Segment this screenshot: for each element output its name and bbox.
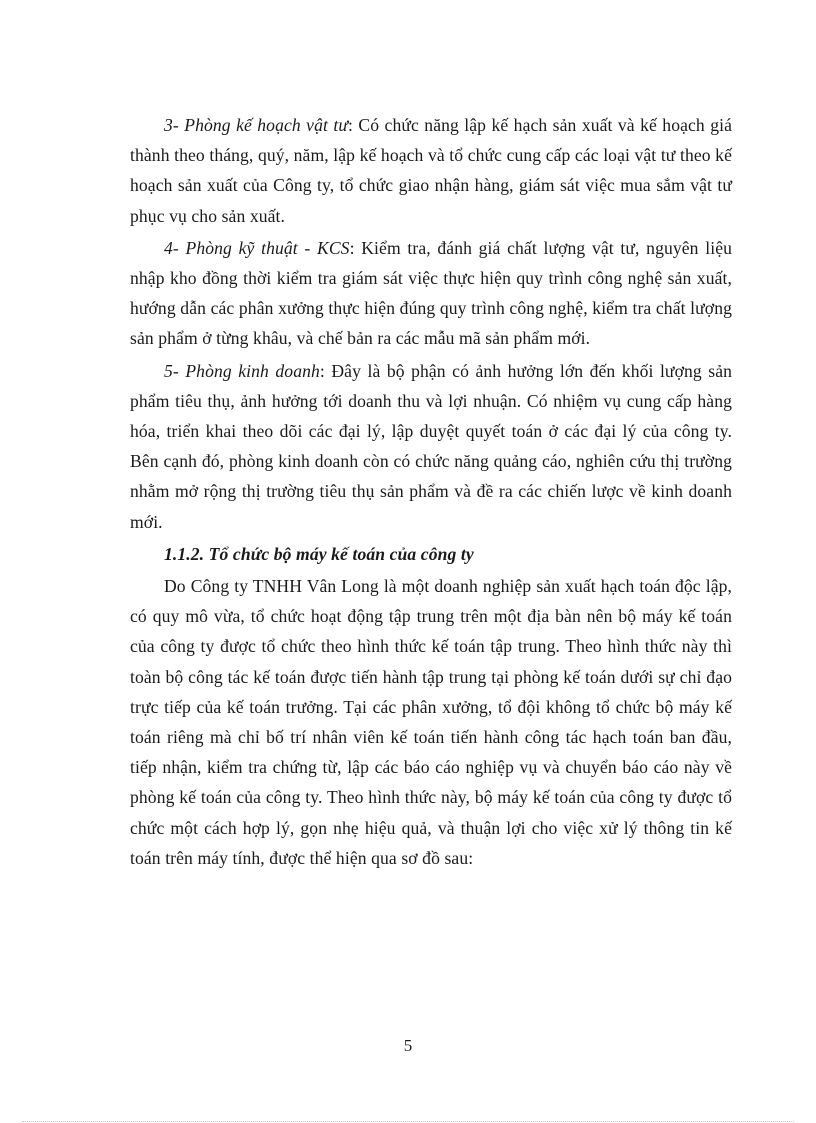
paragraph-lead: 4- Phòng kỹ thuật - KCS — [164, 237, 350, 258]
paragraph-technical-dept — [130, 233, 732, 354]
paragraph-lead: 5- Phòng kinh doanh — [164, 360, 320, 381]
document-body — [130, 110, 732, 875]
paragraph-text: : Kiểm tra, đánh giá chất lượng vật tư, nguyên liệu nhập kho đồng thời kiểm tra giám sát việc thực hiện quy trình công nghệ sản xuất, hướng dẫn các phân xưởng thực hiện đúng quy trình công nghệ, kiểm tra chất lượng sản phẩm ở từng khâu, và chế bản ra các mẫu mã sản phẩm mới. — [130, 237, 733, 349]
paragraph-lead: 3- Phòng kế hoạch vật tư — [164, 115, 349, 135]
paragraph-sales-dept — [130, 356, 732, 537]
section-body-paragraph: Do Công ty TNHH Vân Long là một doanh nghiệp sản xuất hạch toán độc lập, có quy mô vừa, tổ chức hoạt động tập trung trên một địa bàn nên bộ máy kế toán của công ty được tổ chức theo hình thức kế toán tập trung. Theo hình thức này thì toàn bộ công tác kế toán được tiến hành tập trung tại phòng kế toán dưới sự chỉ đạo trực tiếp của kế toán trưởng. Tại các phân xưởng, tổ đội không tổ chức bộ máy kế toán riêng mà chỉ bố trí nhân viên kế toán tiến hành công tác hạch toán ban đầu, tiếp nhận, kiểm tra chứng từ, lập các báo cáo nghiệp vụ và chuyển báo cáo này về phòng kế toán của công ty. Theo hình thức này, bộ máy kế toán của công ty được tổ chức một cách hợp lý, gọn nhẹ hiệu quả, và thuận lợi cho việc xử lý thông tin kế toán trên máy tính, được thể hiện qua sơ đồ sau: — [130, 576, 732, 868]
page-number: 5 — [403, 1036, 413, 1055]
paragraph-planning-dept — [130, 110, 732, 231]
page-bottom-divider — [22, 1121, 794, 1122]
section-heading: 1.1.2. Tổ chức bộ máy kế toán của công ty — [164, 543, 474, 564]
paragraph-text: : Có chức năng lập kế hạch sản xuất và kế hoạch giá thành theo tháng, quý, năm, lập kế hoạch và tổ chức cung cấp các loại vật tư theo kế hoạch sản xuất của Công ty, tổ chức giao nhận hàng, giám sát việc mua sắm vật tư phục vụ cho sản xuất. — [130, 115, 732, 226]
paragraph-text: : Đây là bộ phận có ảnh hưởng lớn đến khối lượng sản phẩm tiêu thụ, ảnh hưởng tới doanh thu và lợi nhuận. Có nhiệm vụ cung cấp hàng hóa, triển khai theo dõi các đại lý, lập duyệt quyết toán ở các đại lý của công ty. Bên cạnh đó, phòng kinh doanh còn có chức năng quảng cáo, nghiên cứu thị trường nhằm mở rộng thị trường tiêu thụ sản phẩm và đề ra các chiến lược về kinh doanh mới. — [130, 360, 732, 532]
